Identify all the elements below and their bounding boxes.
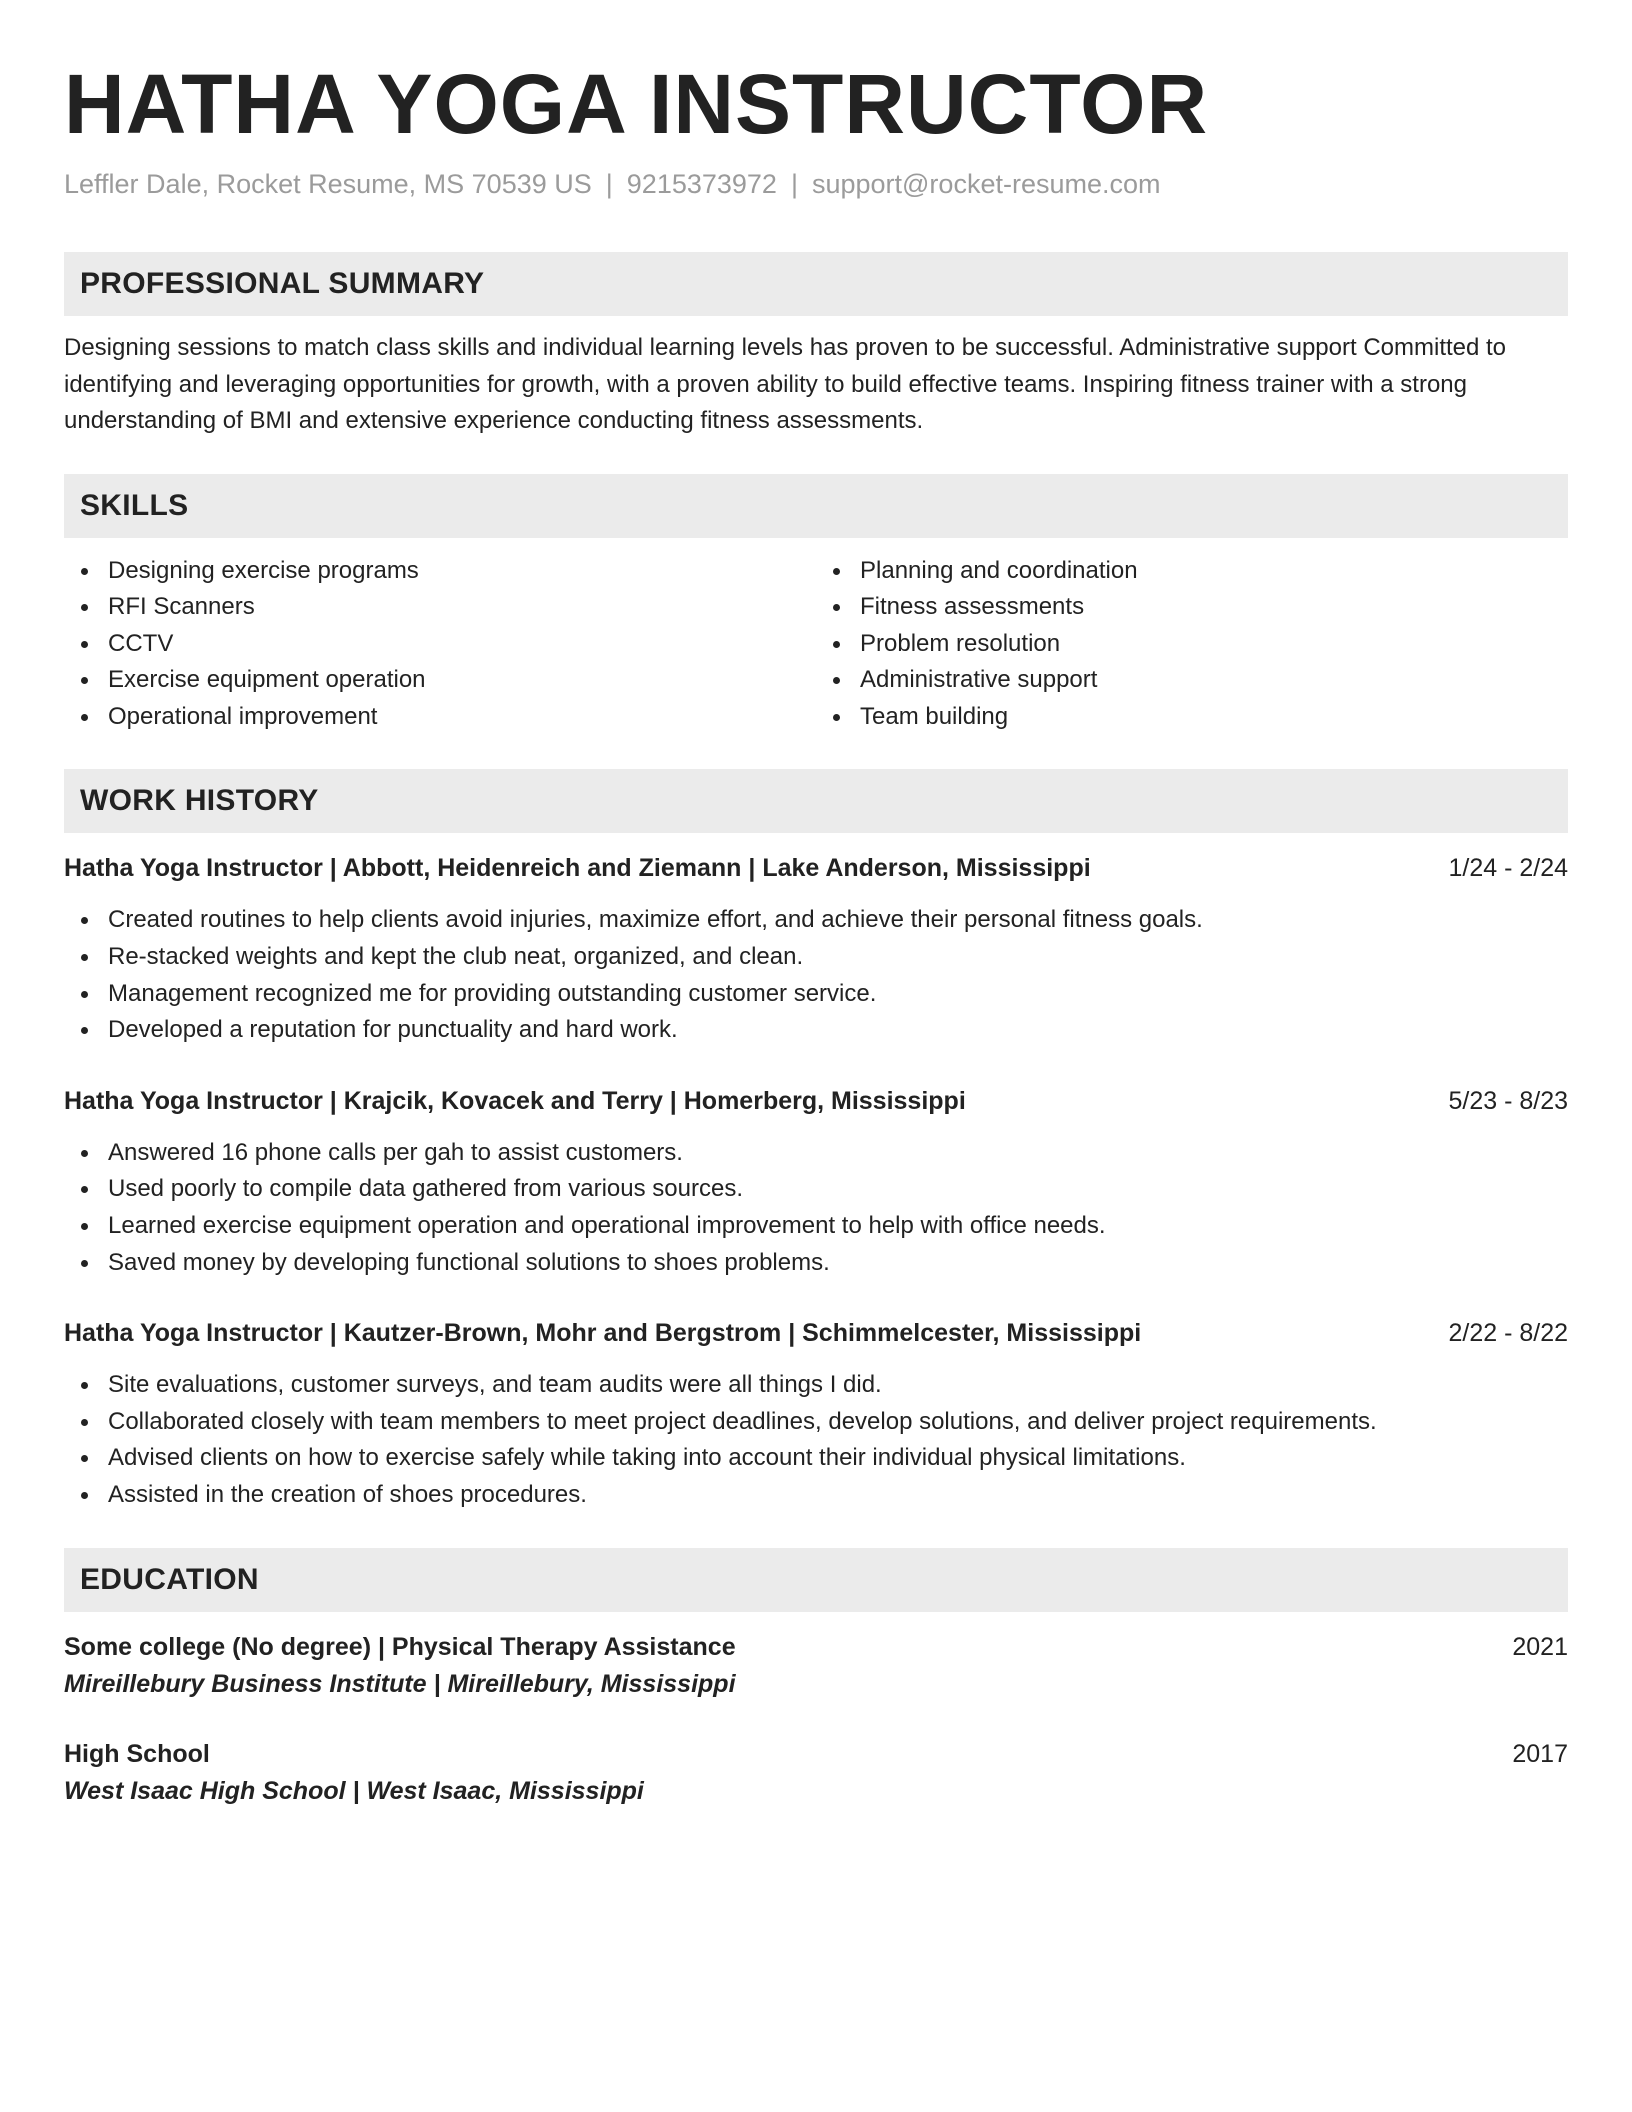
job-entry [64, 850, 1568, 1048]
skill-item: Designing exercise programs [64, 553, 816, 590]
skill-item: Problem resolution [816, 626, 1568, 663]
job-entry [64, 1315, 1568, 1513]
section-header-skills: SKILLS [64, 474, 1568, 538]
skills-grid [64, 553, 1568, 736]
job-bullet: Used poorly to compile data gathered from various sources. [64, 1171, 1568, 1208]
education-year: 2021 [1512, 1632, 1568, 1661]
job-bullet: Re-stacked weights and kept the club neat, organized, and clean. [64, 939, 1568, 976]
contact-separator: | [605, 169, 613, 199]
job-bullet: Learned exercise equipment operation and operational improvement to help with office needs. [64, 1208, 1568, 1245]
job-heading: Hatha Yoga Instructor | Kautzer-Brown, Mohr and Bergstrom | Schimmelcester, Mississippi [64, 1319, 1142, 1348]
skill-item: Team building [816, 699, 1568, 736]
education-school: West Isaac High School | West Isaac, Mississippi [64, 1776, 644, 1805]
job-bullet: Management recognized me for providing outstanding customer service. [64, 976, 1568, 1013]
contact-address: Leffler Dale, Rocket Resume, MS 70539 US [64, 169, 592, 199]
job-bullets [64, 1135, 1568, 1281]
job-bullet: Assisted in the creation of shoes procedures. [64, 1477, 1568, 1514]
resume-title: HATHA YOGA INSTRUCTOR [64, 57, 1209, 151]
education-degree: High School [64, 1739, 210, 1768]
job-bullet: Saved money by developing functional solutions to shoes problems. [64, 1245, 1568, 1282]
job-bullet: Developed a reputation for punctuality and hard work. [64, 1012, 1568, 1049]
skill-item: Operational improvement [64, 699, 816, 736]
job-heading-row [64, 1083, 1568, 1119]
job-heading: Hatha Yoga Instructor | Abbott, Heidenreich and Ziemann | Lake Anderson, Mississippi [64, 854, 1091, 883]
job-dates: 2/22 - 8/22 [1448, 1319, 1568, 1348]
skill-item: Fitness assessments [816, 589, 1568, 626]
skill-item: Planning and coordination [816, 553, 1568, 590]
contact-line [64, 166, 1568, 202]
education-year: 2017 [1512, 1739, 1568, 1768]
education-entry [64, 1736, 1568, 1810]
section-header-summary: PROFESSIONAL SUMMARY [64, 252, 1568, 316]
education-heading-row [64, 1736, 1568, 1772]
job-heading-row [64, 850, 1568, 886]
job-bullet: Created routines to help clients avoid injuries, maximize effort, and achieve their personal fitness goals. [64, 902, 1568, 939]
section-header-education: EDUCATION [64, 1548, 1568, 1612]
contact-phone: 9215373972 [626, 169, 777, 199]
job-dates: 1/24 - 2/24 [1448, 854, 1568, 883]
skills-column-right [816, 553, 1568, 736]
skill-item: RFI Scanners [64, 589, 816, 626]
skills-column-left [64, 553, 816, 736]
job-bullets [64, 1367, 1568, 1513]
contact-email: support@rocket-resume.com [811, 169, 1161, 199]
summary-text: Designing sessions to match class skills and individual learning levels has proven to be successful. Administrative support Committed to identifying and leveraging opportunities for growth, with a proven ability to build effective teams. Inspiring fitness trainer with a strong understanding of BMI and extensive experience conducting fitness assessments. [64, 334, 1507, 434]
job-heading: Hatha Yoga Instructor | Krajcik, Kovacek and Terry | Homerberg, Mississippi [64, 1086, 966, 1115]
job-entry [64, 1083, 1568, 1281]
job-bullet: Collaborated closely with team members to meet project deadlines, develop solutions, and deliver project requirements. [64, 1404, 1568, 1441]
job-heading-row [64, 1315, 1568, 1351]
contact-separator: | [790, 169, 798, 199]
education-heading-row [64, 1629, 1568, 1665]
skill-item: CCTV [64, 626, 816, 663]
education-school: Mireillebury Business Institute | Mireillebury, Mississippi [64, 1669, 736, 1698]
section-header-work-history: WORK HISTORY [64, 769, 1568, 833]
job-dates: 5/23 - 8/23 [1448, 1086, 1568, 1115]
job-bullet: Advised clients on how to exercise safely while taking into account their individual physical limitations. [64, 1440, 1568, 1477]
job-bullets [64, 902, 1568, 1048]
education-degree: Some college (No degree) | Physical Therapy Assistance [64, 1632, 736, 1661]
skill-item: Exercise equipment operation [64, 662, 816, 699]
job-bullet: Site evaluations, customer surveys, and team audits were all things I did. [64, 1367, 1568, 1404]
job-bullet: Answered 16 phone calls per gah to assist customers. [64, 1135, 1568, 1172]
skill-item: Administrative support [816, 662, 1568, 699]
education-entry [64, 1629, 1568, 1703]
